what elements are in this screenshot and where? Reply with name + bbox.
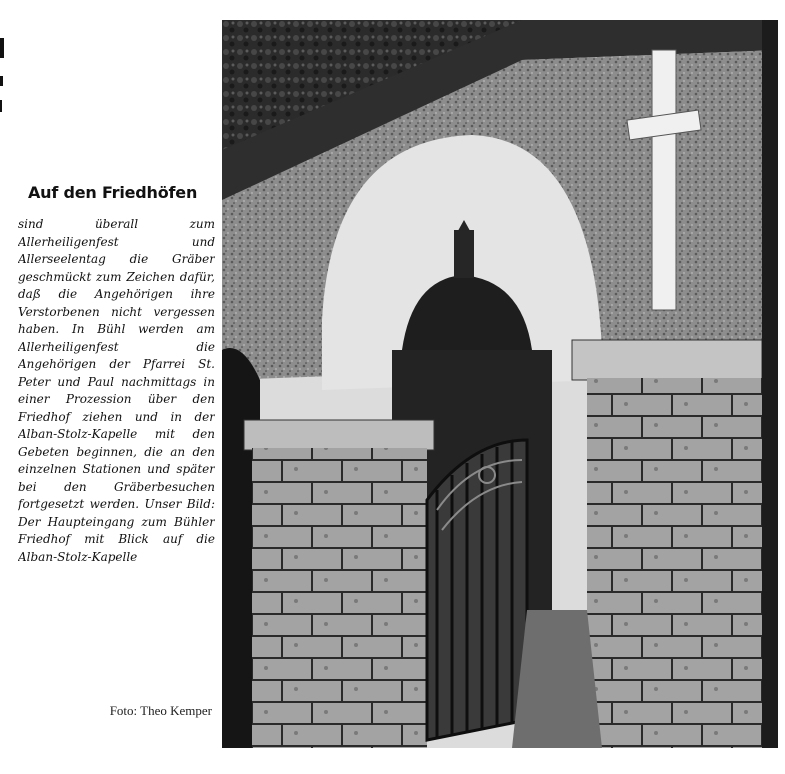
- photo-credit: Foto: Theo Kemper: [109, 703, 212, 718]
- cemetery-gate-photo: [222, 20, 778, 748]
- article-body: sind überall zum Allerheiligenfest und Allerseelentag die Gräber geschmückt zum Zeichen dafür, daß die Angehörigen ihre Verstorbenen nicht vergessen haben. In Bühl werden am Allerheiligenfest die Angehörigen der Pfarrei St. Peter und Paul nachmittags in einer Prozession über den Friedhof ziehen und in der Alban-Stolz-Kapelle mit den Gebeten beginnen, die an den einzelnen Stationen und später bei den Gräberbesuchen fortgesetzt werden. Unser Bild: Der Haupteingang zum Bühler Friedhof mit Blick auf die Alban-Stolz-Kapelle: [18, 217, 215, 564]
- right-pillar: [587, 378, 767, 748]
- column-edge-marks: [0, 30, 6, 120]
- iron-gate: [427, 440, 527, 740]
- left-pillar: [252, 448, 427, 748]
- left-pillar-cap: [244, 420, 434, 450]
- path: [512, 610, 602, 748]
- right-pillar-cap: [572, 340, 762, 380]
- article-headline: Auf den Friedhöfen: [28, 183, 198, 202]
